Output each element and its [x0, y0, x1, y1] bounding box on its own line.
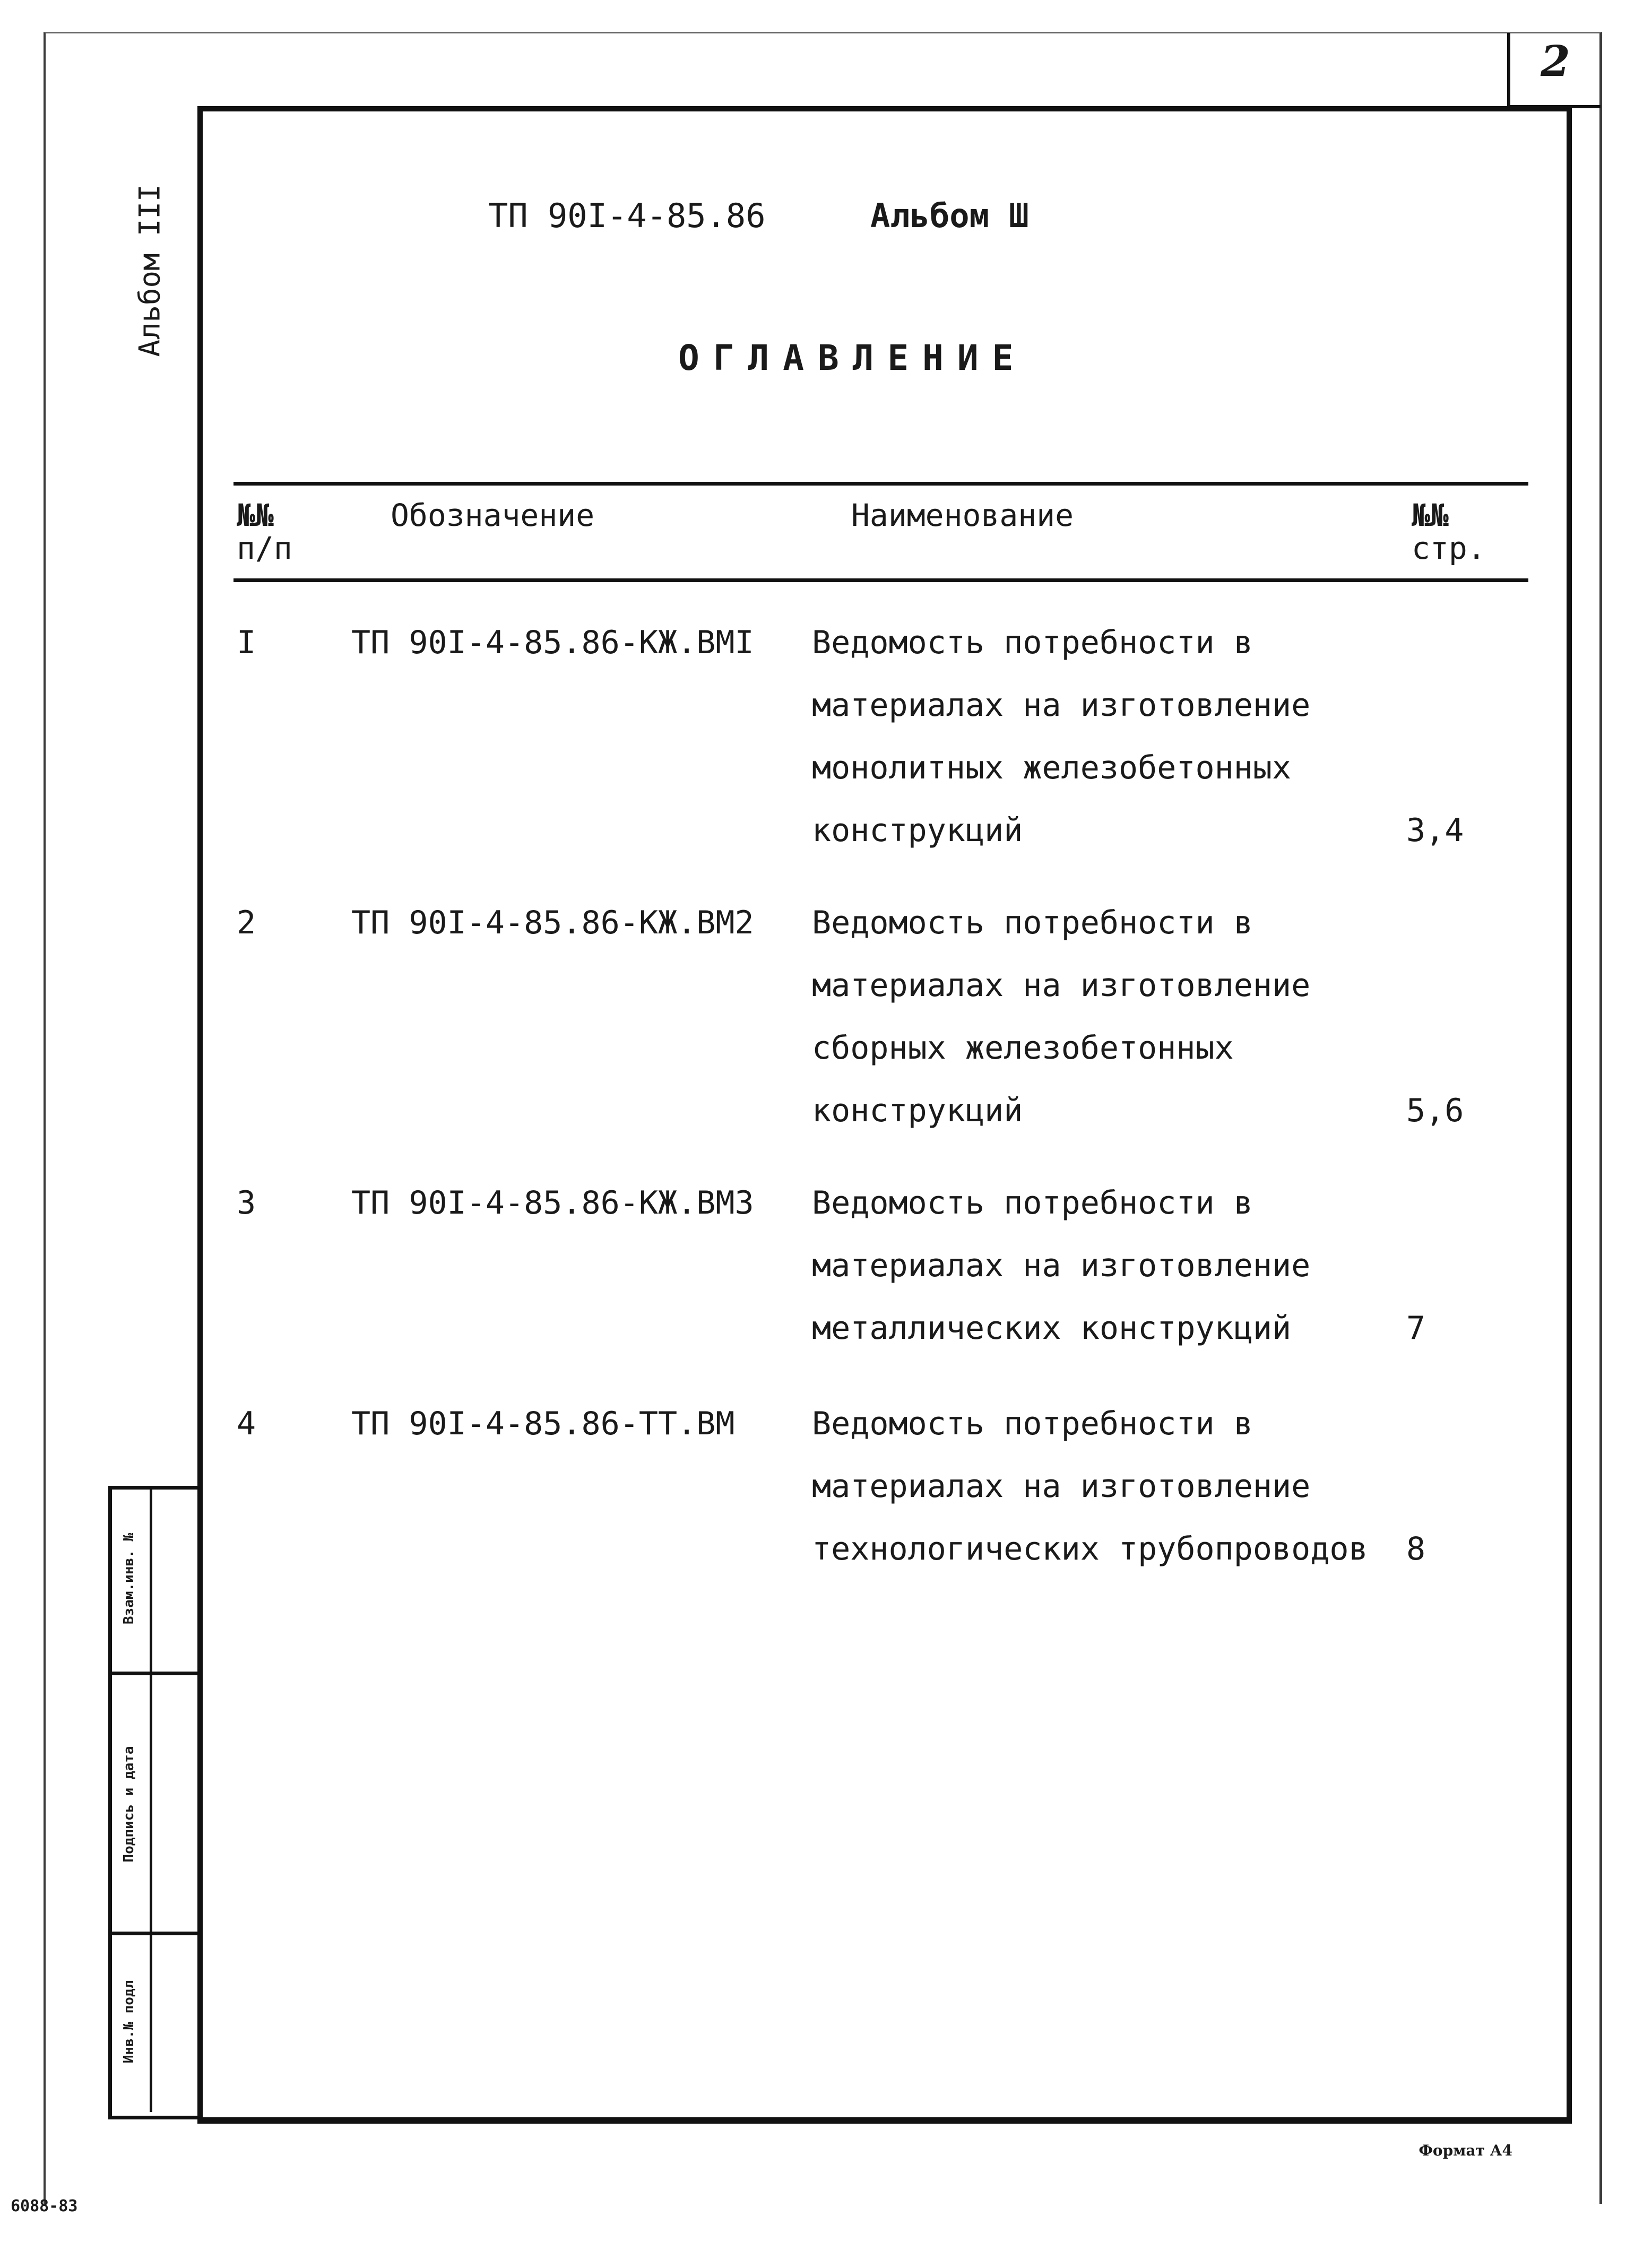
- side-album-label: Альбом III: [133, 184, 167, 357]
- row-designation: ТП 90I-4-85.86-ТТ.ВМ: [351, 1405, 735, 1442]
- document-code: ТП 90I-4-85.86: [488, 196, 766, 235]
- stamp-podpis-label: Подпись и дата: [121, 1746, 137, 1863]
- col-num-line1: №№: [237, 497, 274, 533]
- row-number: 3: [237, 1184, 256, 1222]
- row-name-line: материалах на изготовление: [812, 687, 1311, 724]
- row-pages: 7: [1406, 1310, 1426, 1347]
- row-number: 2: [237, 904, 256, 941]
- stamp-divider: [108, 1932, 200, 1935]
- stamp-inv-label: Инв.№ подл: [121, 1980, 137, 2064]
- stamp-divider: [108, 1672, 200, 1675]
- row-name-line: материалах на изготовление: [812, 1247, 1311, 1284]
- format-label: Формат А4: [1419, 2142, 1512, 2159]
- row-designation: ТП 90I-4-85.86-КЖ.ВМ2: [351, 904, 754, 941]
- row-name-line: сборных железобетонных: [812, 1029, 1234, 1067]
- col-page-line2: стр.: [1412, 530, 1486, 566]
- row-name-line: Ведомость потребности в: [812, 904, 1253, 941]
- col-name: Наименование: [851, 497, 1074, 533]
- row-designation: ТП 90I-4-85.86-КЖ.ВМI: [351, 624, 754, 661]
- row-designation: ТП 90I-4-85.86-КЖ.ВМ3: [351, 1184, 754, 1222]
- row-name-line: Ведомость потребности в: [812, 1405, 1253, 1442]
- col-designation: Обозначение: [391, 497, 595, 533]
- row-name-line: монолитных железобетонных: [812, 749, 1292, 786]
- row-pages: 3,4: [1406, 812, 1464, 849]
- row-number: 4: [237, 1405, 256, 1442]
- row-number: I: [237, 624, 256, 661]
- row-name-line: Ведомость потребности в: [812, 624, 1253, 661]
- row-name-line: технологических трубопроводов: [812, 1530, 1368, 1568]
- album-label: Альбом Ш: [870, 196, 1029, 235]
- footer-code: 6088-83: [11, 2197, 78, 2215]
- row-pages: 5,6: [1406, 1092, 1464, 1129]
- row-name-line: материалах на изготовление: [812, 967, 1311, 1004]
- table-header-bottom-rule: [233, 578, 1528, 582]
- col-page-line1: №№: [1412, 497, 1449, 533]
- row-name-line: конструкций: [812, 812, 1023, 849]
- page-title: ОГЛАВЛЕНИЕ: [678, 337, 1027, 378]
- col-num-line2: п/п: [237, 530, 292, 566]
- row-pages: 8: [1406, 1530, 1426, 1568]
- row-name-line: металлических конструкций: [812, 1310, 1292, 1347]
- stamp-vzam-label: Взам.инв. №: [121, 1533, 137, 1625]
- table-header-top-rule: [233, 482, 1528, 486]
- row-name-line: Ведомость потребности в: [812, 1184, 1253, 1222]
- row-name-line: материалах на изготовление: [812, 1468, 1311, 1505]
- page-number: 2: [1541, 36, 1570, 86]
- page-number-box: [1507, 33, 1601, 108]
- row-name-line: конструкций: [812, 1092, 1023, 1129]
